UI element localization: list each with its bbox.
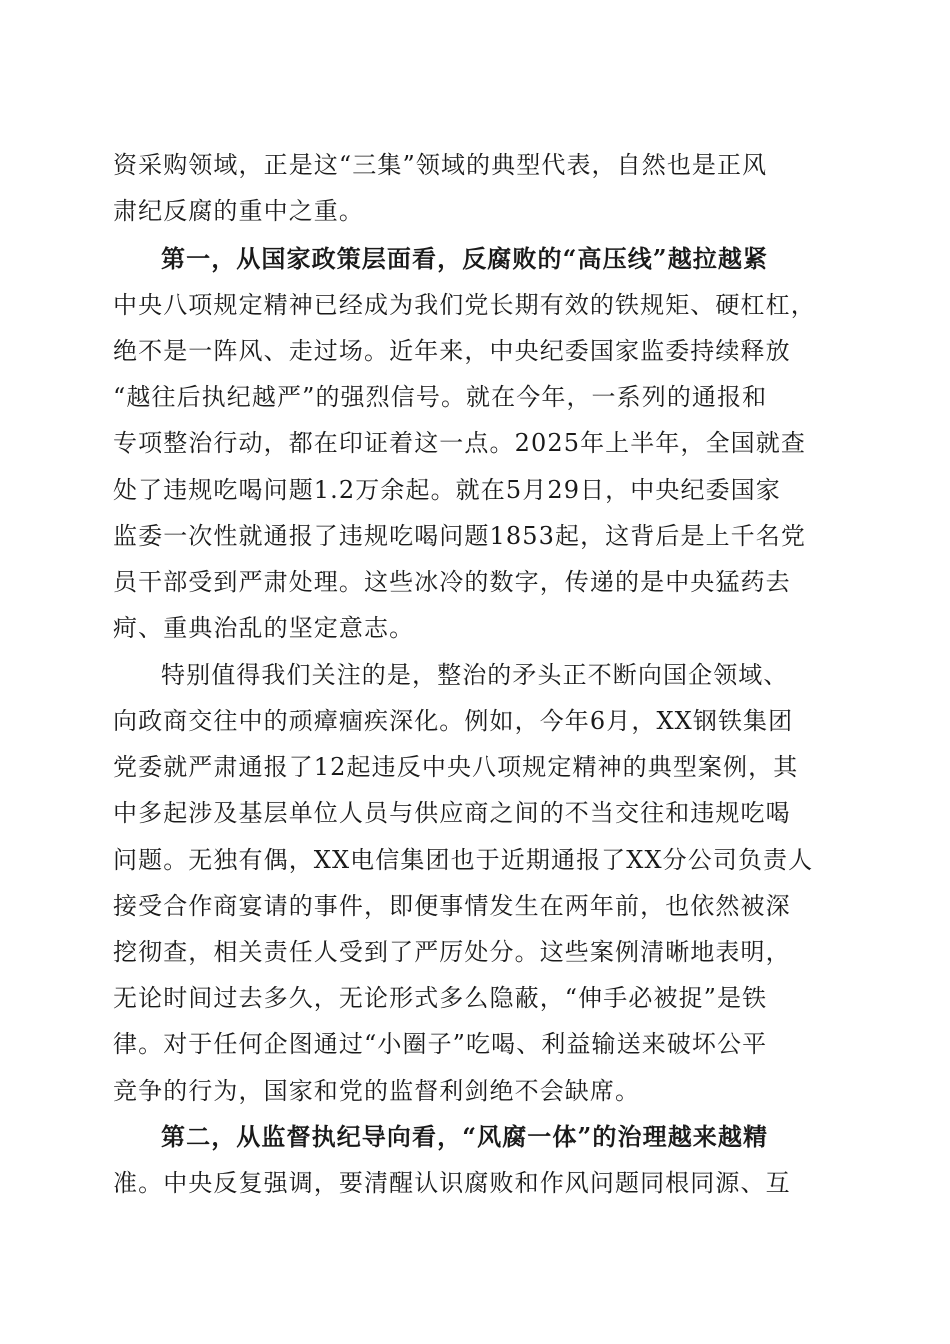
text-line: 问题。无独有偶，XX电信集团也于近期通报了XX分公司负责人: [113, 846, 814, 874]
section-heading: 第一，从国家政策层面看，反腐败的“高压线”越拉越紧: [161, 244, 769, 273]
text-line: 准。中央反复强调，要清醒认识腐败和作风问题同根同源、互: [113, 1169, 791, 1197]
text-line: 处了违规吃喝问题1.2万余起。就在5月29日，中央纪委国家: [113, 476, 781, 504]
text-line: 肃纪反腐的重中之重。: [113, 197, 364, 225]
text-line: 接受合作商宴请的事件，即便事情发生在两年前，也依然被深: [113, 892, 791, 920]
text-line: 资采购领域，正是这“三集”领域的典型代表，自然也是正风: [113, 151, 768, 179]
text-line: 挖彻查，相关责任人受到了严厉处分。这些案例清晰地表明，: [113, 938, 791, 966]
text-line: 竞争的行为，国家和党的监督利剑绝不会缺席。: [113, 1077, 641, 1105]
text-line: 无论时间过去多久，无论形式多么隐蔽，“伸手必被捉”是铁: [113, 984, 768, 1012]
text-line: 监委一次性就通报了违规吃喝问题1853起，这背后是上千名党: [113, 522, 806, 550]
text-line: “越往后执纪越严”的强烈信号。就在今年，一系列的通报和: [113, 383, 768, 411]
text-line: 中央八项规定精神已经成为我们党长期有效的铁规矩、硬杠杠，: [113, 291, 816, 319]
section-heading: 第二，从监督执纪导向看，“风腐一体”的治理越来越精: [161, 1122, 769, 1151]
text-line: 特别值得我们关注的是，整治的矛头正不断向国企领域、: [161, 661, 789, 689]
text-line: 律。对于任何企图通过“小圈子”吃喝、利益输送来破坏公平: [113, 1030, 768, 1058]
text-line: 绝不是一阵风、走过场。近年来，中央纪委国家监委持续释放: [113, 337, 791, 365]
text-line: 中多起涉及基层单位人员与供应商之间的不当交往和违规吃喝: [113, 799, 791, 827]
text-line: 党委就严肃通报了12起违反中央八项规定精神的典型案例，其: [113, 753, 799, 781]
text-line: 专项整治行动，都在印证着这一点。2025年上半年，全国就查: [113, 429, 806, 457]
text-line: 疴、重典治乱的坚定意志。: [113, 614, 415, 642]
text-line: 员干部受到严肃处理。这些冰冷的数字，传递的是中央猛药去: [113, 568, 791, 596]
text-line: 向政商交往中的顽瘴痼疾深化。例如，今年6月，XX钢铁集团: [113, 707, 794, 735]
